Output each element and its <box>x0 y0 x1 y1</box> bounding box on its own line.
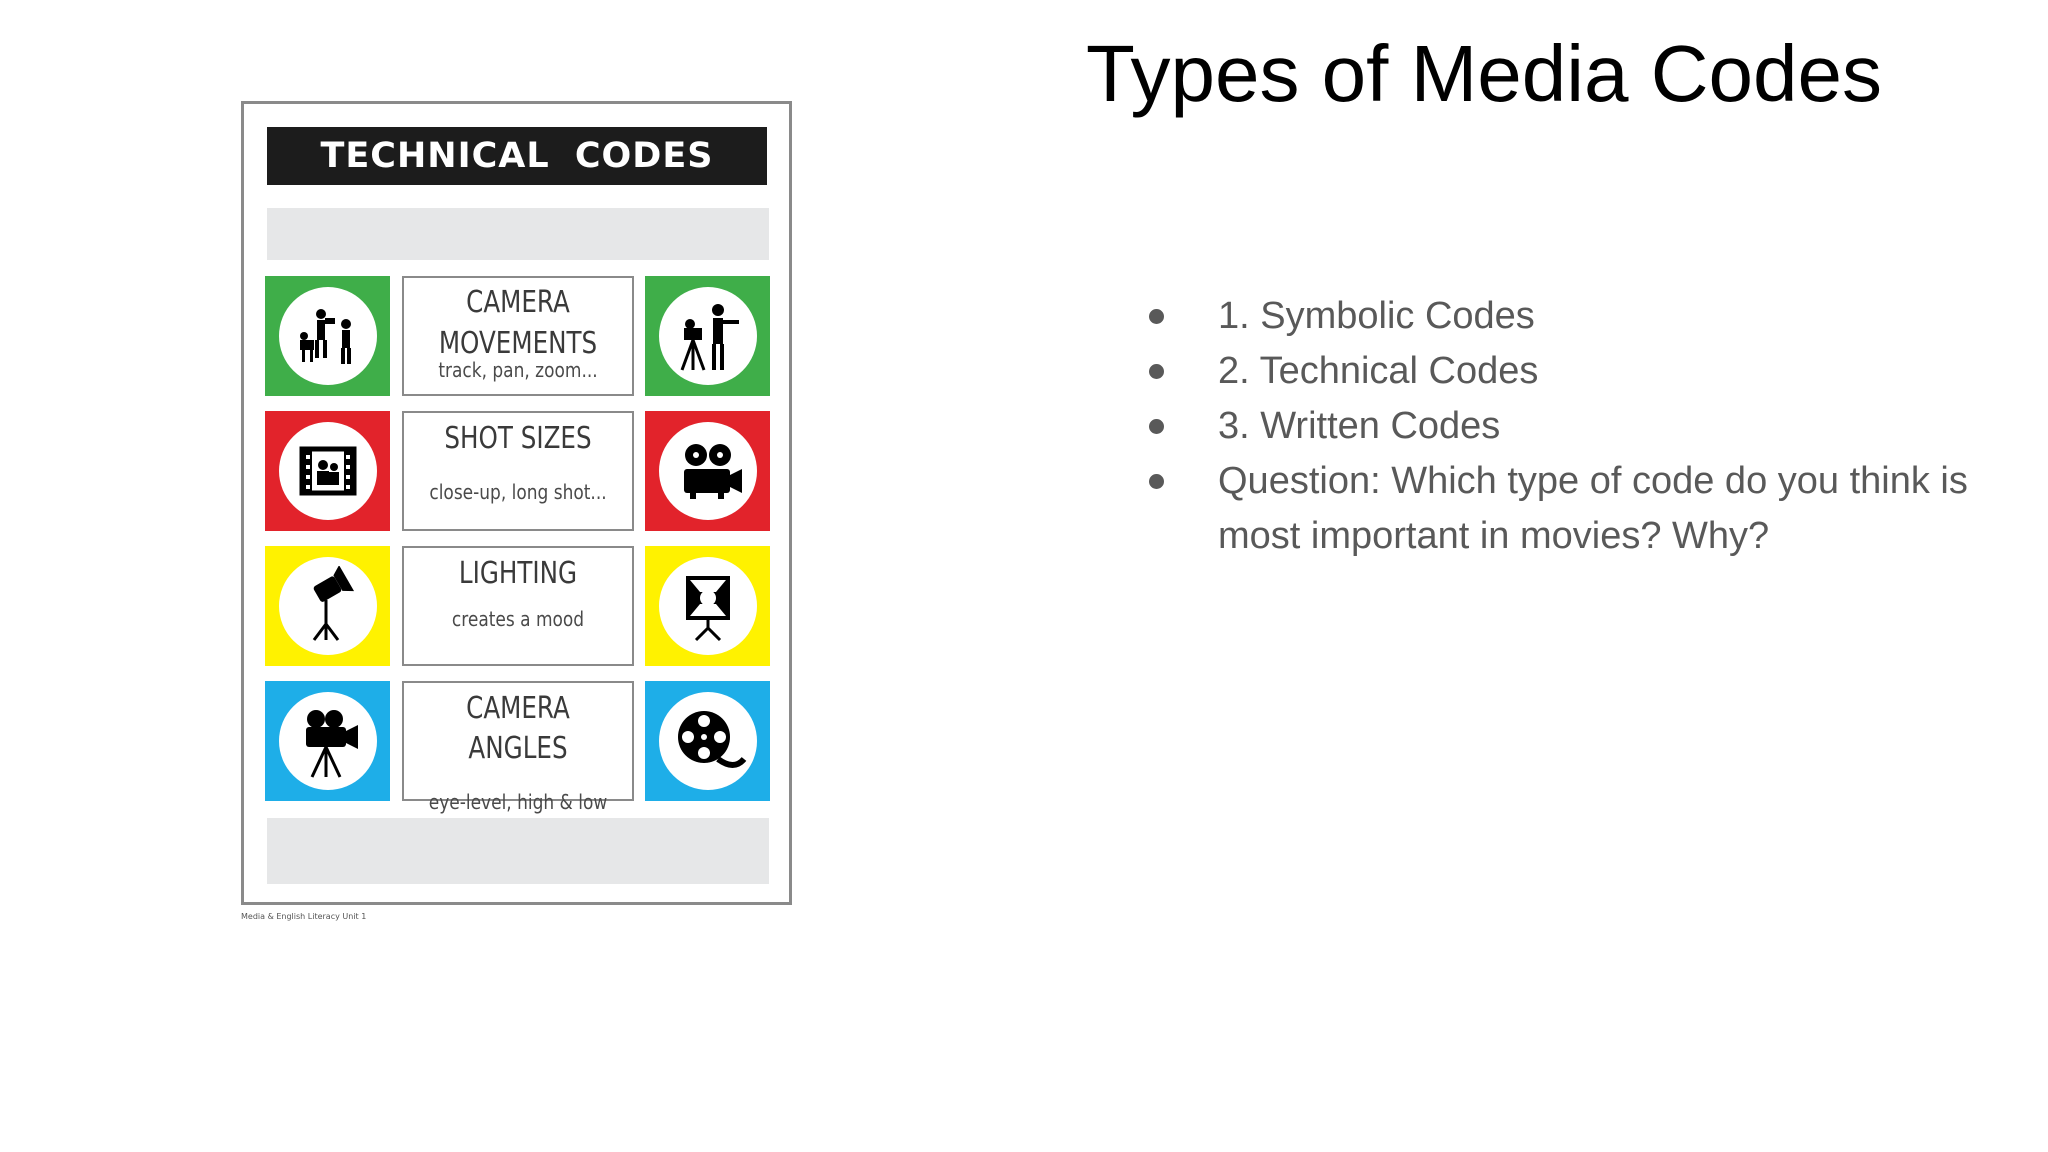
label-box <box>402 276 634 396</box>
bullet-item <box>1140 344 2000 399</box>
label-box <box>402 546 634 666</box>
label-subtitle: close-up, long shot... <box>429 480 607 504</box>
label-subtitle: track, pan, zoom... <box>438 358 598 382</box>
tile-right <box>645 411 770 531</box>
tile-left <box>265 276 390 396</box>
label-title: CAMERA MOVEMENTS <box>438 285 598 361</box>
floodlight-icon <box>659 557 757 655</box>
label-subtitle: eye-level, high & low <box>428 790 608 814</box>
bullet-text: 3. Written Codes <box>1218 405 1501 447</box>
tile-left <box>265 681 390 801</box>
film-reel-icon <box>659 692 757 790</box>
label-subtitle: creates a mood <box>451 607 585 631</box>
poster-row-camera-angles <box>265 681 771 814</box>
poster-row-shot-sizes <box>265 411 771 531</box>
bullet-dot <box>1149 309 1164 324</box>
label-title: CAMERA ANGLES <box>466 691 570 766</box>
poster-row-camera-movements <box>265 276 771 396</box>
label-title: SHOT SIZES <box>444 421 592 456</box>
tile-right <box>645 546 770 666</box>
tile-right <box>645 276 770 396</box>
tile-left <box>265 546 390 666</box>
bullet-item <box>1140 454 2000 564</box>
bullet-dot <box>1149 474 1164 489</box>
bullet-text: Question: Which type of code do you think is most important in movies? Why? <box>1218 460 1968 557</box>
label-box <box>402 681 634 814</box>
label-title: LIGHTING <box>458 556 578 591</box>
label-box <box>402 411 634 531</box>
poster-credit: Media & English Literacy Unit 1 <box>241 912 367 921</box>
spotlight-icon <box>279 557 377 655</box>
movie-camera-icon <box>279 692 377 790</box>
poster-band-top <box>267 208 769 260</box>
tile-right <box>645 681 770 801</box>
bullet-item <box>1140 399 2000 454</box>
bullet-dot <box>1149 419 1164 434</box>
bullet-list <box>1140 289 2000 564</box>
slide-title: Types of Media Codes <box>1086 29 1882 118</box>
director-camera-icon <box>659 287 757 385</box>
bullet-text: 1. Symbolic Codes <box>1218 295 1535 337</box>
film-frame-icon <box>279 422 377 520</box>
technical-codes-poster <box>241 101 792 905</box>
bullet-dot <box>1149 364 1164 379</box>
bullet-text: 2. Technical Codes <box>1218 350 1539 392</box>
film-crew-icon <box>279 287 377 385</box>
tile-left <box>265 411 390 531</box>
poster-row-lighting <box>265 546 771 666</box>
film-projector-icon <box>659 422 757 520</box>
poster-header: TECHNICAL CODES <box>267 127 767 185</box>
bullet-item <box>1140 289 2000 344</box>
poster-band-bottom <box>267 818 769 884</box>
